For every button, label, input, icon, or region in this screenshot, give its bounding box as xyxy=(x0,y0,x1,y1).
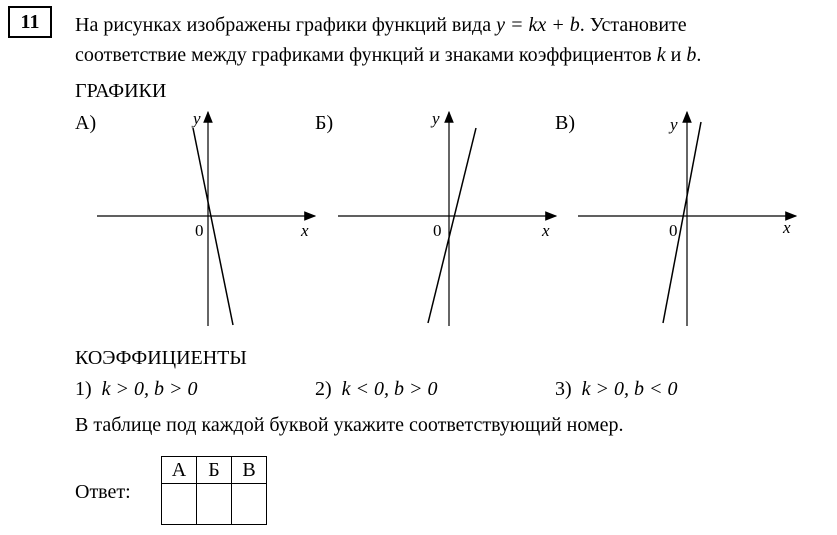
coefficients-heading: КОЭФФИЦИЕНТЫ xyxy=(75,347,247,369)
answer-table xyxy=(161,456,267,525)
formula: y = kx + b xyxy=(496,14,580,36)
y-axis-label: y xyxy=(432,109,440,128)
answer-header-b: Б xyxy=(197,457,232,484)
answer-cell-v[interactable] xyxy=(232,484,267,525)
graph-b-label: Б) xyxy=(315,112,334,134)
y-axis-label: y xyxy=(670,115,678,134)
graph-a-label: А) xyxy=(75,112,97,134)
coefficient-option-1: 1) k > 0, b > 0 xyxy=(75,378,198,400)
origin-label: 0 xyxy=(433,221,442,240)
origin-label: 0 xyxy=(669,221,678,240)
graph-b xyxy=(336,108,566,328)
answer-header-v: В xyxy=(232,457,267,484)
coefficient-option-2: 2) k < 0, b > 0 xyxy=(315,378,438,400)
graphs-heading: ГРАФИКИ xyxy=(75,80,167,102)
instruction: В таблице под каждой буквой укажите соответствующий номер. xyxy=(75,414,624,436)
origin-label: 0 xyxy=(195,221,204,240)
y-axis-label: y xyxy=(193,109,201,128)
x-axis-label: x xyxy=(301,221,309,240)
graph-v xyxy=(576,108,806,328)
answer-label: Ответ: xyxy=(75,481,131,503)
task-number: 11 xyxy=(8,6,52,38)
answer-cell-a[interactable] xyxy=(162,484,197,525)
coefficient-option-3: 3) k > 0, b < 0 xyxy=(555,378,678,400)
answer-cell-b[interactable] xyxy=(197,484,232,525)
graph-v-label: В) xyxy=(555,112,575,134)
answer-header-a: А xyxy=(162,457,197,484)
task-statement-line1: На рисунках изображены графики функций вида y = kx + b. Установите xyxy=(75,14,687,36)
graph-a xyxy=(95,108,325,328)
x-axis-label: x xyxy=(542,221,550,240)
x-axis-label: x xyxy=(783,218,791,237)
task-statement-line2: соответствие между графиками функций и знаками коэффициентов k и b. xyxy=(75,44,702,66)
